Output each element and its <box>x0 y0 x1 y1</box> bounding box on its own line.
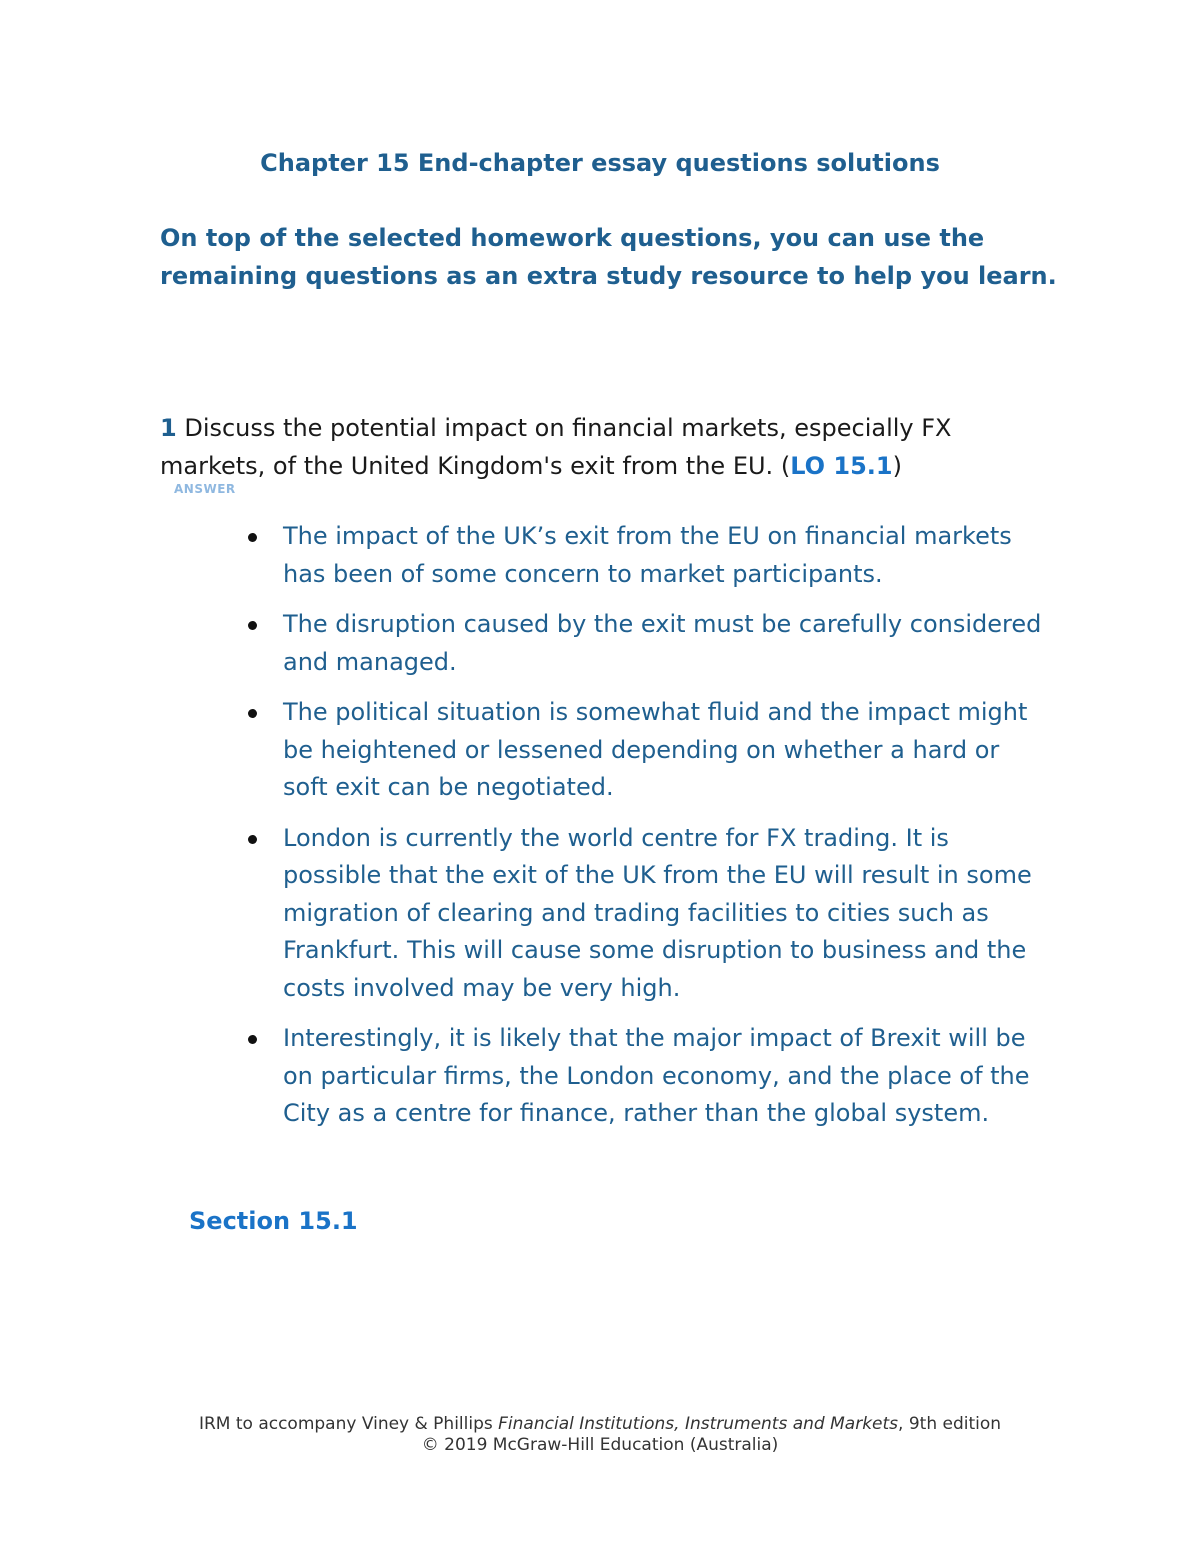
footer-copyright: © 2019 McGraw-Hill Education (Australia) <box>421 1435 779 1455</box>
question-number: 1 <box>160 414 177 442</box>
footer-attribution <box>0 1414 1200 1435</box>
answer-item <box>244 1020 1044 1133</box>
answer-item <box>244 694 1044 807</box>
answer-text: The political situation is somewhat fluid and the impact might be heightened or lessened depending on whether a hard or soft exit can be negotiated. <box>283 698 1028 801</box>
bullet-icon <box>248 533 257 542</box>
question-text-end: ) <box>892 451 902 480</box>
intro-paragraph: On top of the selected homework questions, you can use the remaining questions as an extra study resource to help you learn. <box>160 224 1057 290</box>
bullet-icon <box>248 1035 257 1044</box>
answer-item <box>244 518 1044 593</box>
question-1 <box>160 410 1040 485</box>
answer-item <box>244 820 1044 1008</box>
footer-prefix: IRM to accompany Viney & Phillips <box>198 1414 499 1434</box>
answer-text: The disruption caused by the exit must be carefully considered and managed. <box>283 610 1042 676</box>
section-reference: Section 15.1 <box>189 1207 358 1235</box>
answer-item <box>244 606 1044 681</box>
answer-list <box>244 518 1044 1146</box>
page-footer <box>0 1414 1200 1456</box>
page-title: Chapter 15 End-chapter essay questions solutions <box>260 149 940 177</box>
learning-objective-ref: LO 15.1 <box>790 451 893 480</box>
answer-label: ANSWER <box>174 482 236 496</box>
answer-text: London is currently the world centre for FX trading. It is possible that the exit of the UK from the EU will result in some migration of clearing and trading facilities to cities such as Frankfurt. This will cause some disruption to business and the costs involved may be very high. <box>283 823 1032 1002</box>
footer-book-title: Financial Institutions, Instruments and Markets <box>498 1414 899 1434</box>
bullet-icon <box>248 621 257 630</box>
footer-edition: , 9th edition <box>898 1414 1002 1434</box>
bullet-icon <box>248 835 257 844</box>
bullet-icon <box>248 709 257 718</box>
question-text: Discuss the potential impact on financial markets, especially FX markets, of the United Kingdom's exit from the EU. ( <box>160 414 952 480</box>
answer-text: The impact of the UK’s exit from the EU on financial markets has been of some concern to market participants. <box>283 522 1012 588</box>
answer-text: Interestingly, it is likely that the major impact of Brexit will be on particular firms, the London economy, and the place of the City as a centre for finance, rather than the global system. <box>283 1024 1030 1127</box>
